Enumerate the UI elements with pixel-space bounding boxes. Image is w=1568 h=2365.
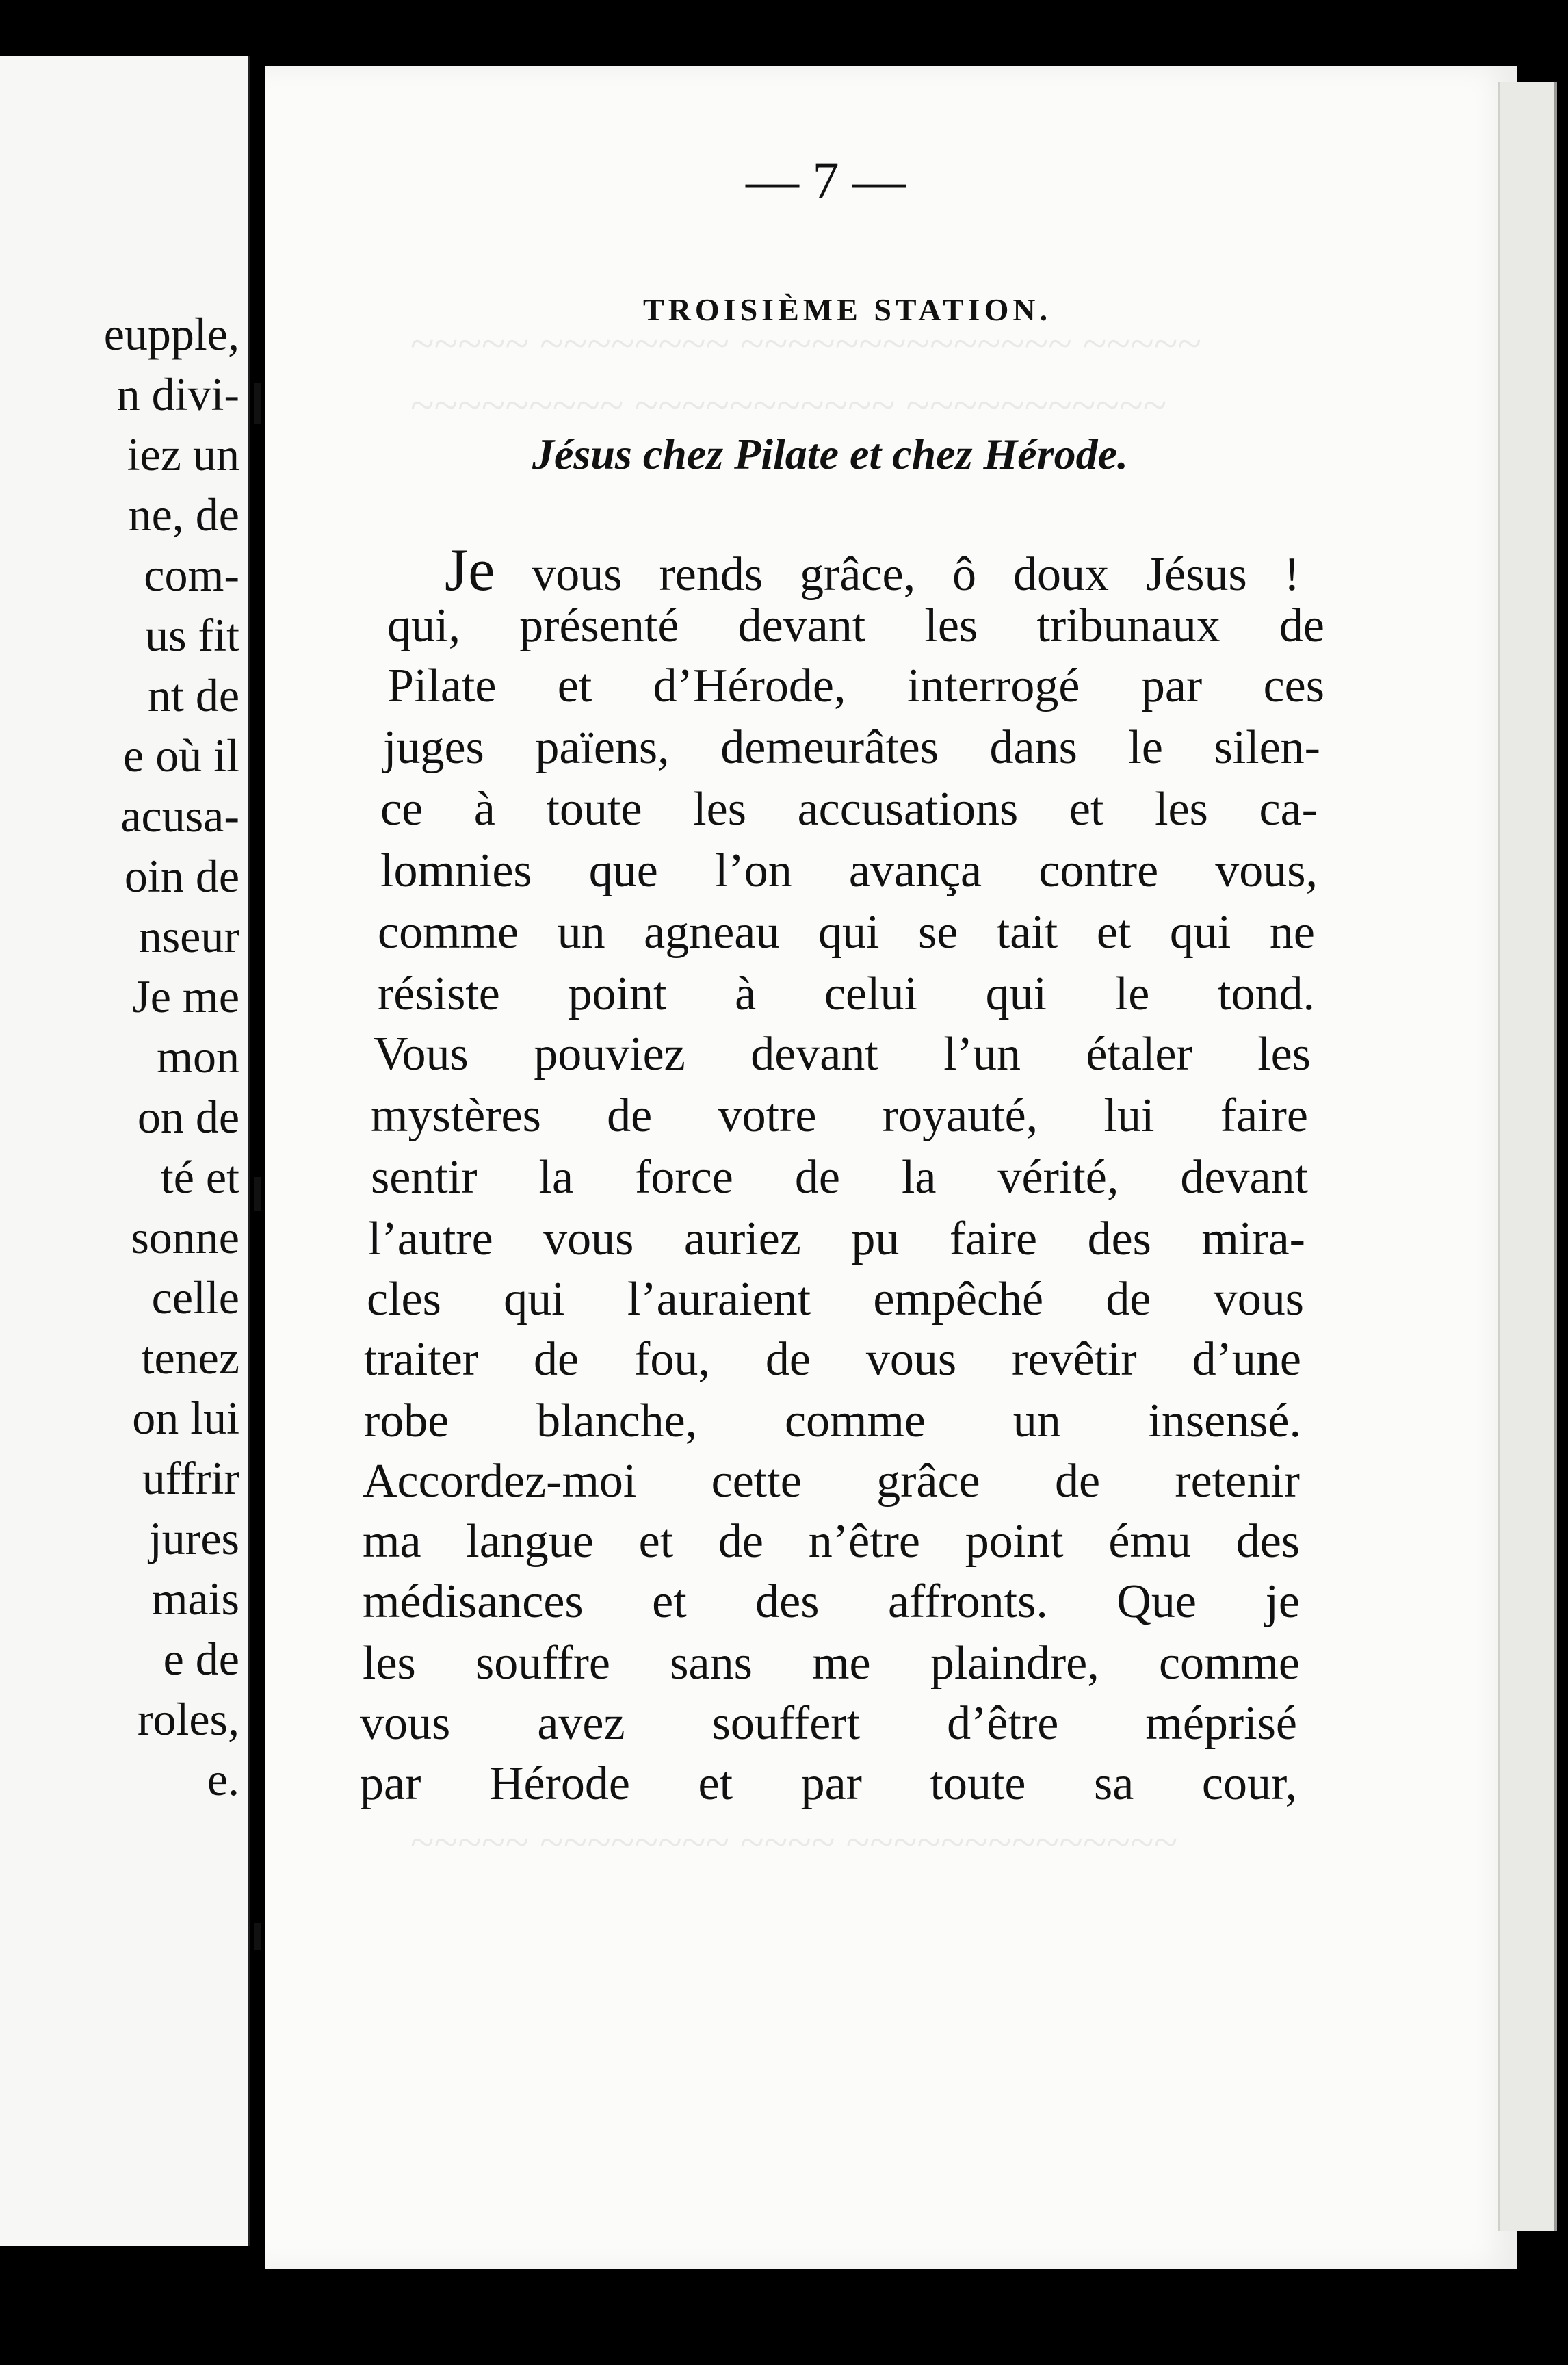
body-line: résiste point à celui qui le tond. (378, 968, 1315, 1020)
gutter-mark (254, 1923, 261, 1950)
gutter-mark (254, 1177, 261, 1211)
body-line: Je vous rends grâce, ô doux Jésus ! (445, 537, 1300, 604)
left-page-line: ne, de (128, 489, 239, 541)
left-page-line: roles, (137, 1693, 239, 1745)
left-page-line: nt de (147, 669, 239, 721)
left-page-line: tenez (141, 1332, 239, 1384)
body-line: lomnies que l’on avança contre vous, (380, 844, 1318, 897)
show-through-texture: ~~~~~ ~~~~~~~~ ~~~~~~~~~~~~~~ ~~~~~ (410, 319, 1201, 367)
show-through-texture: ~~~~~~~~~ ~~~~~~~~~~~ ~~~~~~~~~~~ (410, 380, 1167, 429)
body-line: qui, présenté devant les tribunaux de (387, 599, 1324, 652)
left-page-line: eupple, (103, 308, 239, 360)
station-title: TROISIÈME STATION. (643, 292, 1052, 327)
left-page-line: e de (163, 1633, 239, 1685)
left-page-line: com- (144, 549, 239, 601)
left-page-line: oin de (124, 850, 239, 902)
left-page-line: us fit (145, 609, 239, 661)
body-line: Accordez-moi cette grâce de retenir (363, 1455, 1300, 1508)
left-page-line: jures (148, 1512, 239, 1564)
page-edge (1498, 82, 1557, 2231)
left-page-line: nseur (138, 910, 239, 962)
body-line: comme un agneau qui se tait et qui ne (378, 906, 1315, 959)
body-line: l’autre vous auriez pu faire des mira- (368, 1213, 1305, 1265)
body-line: cles qui l’auraient empêché de vous (367, 1273, 1304, 1326)
body-line: ma langue et de n’être point ému des (363, 1515, 1300, 1568)
left-page-fragment (0, 56, 250, 2246)
page-number: — 7 — (746, 151, 906, 210)
body-line: par Hérode et par toute sa cour, (360, 1757, 1297, 1810)
left-page-line: uffrir (142, 1452, 239, 1504)
body-line: robe blanche, comme un insensé. (364, 1395, 1301, 1447)
left-page-line: celle (151, 1271, 239, 1323)
left-page-line: iez un (127, 428, 239, 480)
body-line: mystères de votre royauté, lui faire (371, 1089, 1308, 1142)
drop-cap: Je (445, 537, 495, 604)
body-line: traiter de fou, de vous revêtir d’une (364, 1333, 1301, 1386)
left-page-line: Je me (132, 970, 239, 1022)
body-line: vous avez souffert d’être méprisé (360, 1697, 1297, 1750)
body-line: Vous pouviez devant l’un étaler les (374, 1028, 1311, 1081)
left-page-line: mon (157, 1031, 239, 1083)
left-page-line: on de (137, 1091, 239, 1143)
left-page-line: acusa- (120, 790, 239, 842)
left-page-line: mais (151, 1573, 239, 1625)
body-line: ce à toute les accusations et les ca- (380, 783, 1318, 836)
show-through-texture: ~~~~~ ~~~~~~~~ ~~~~ ~~~~~~~~~~~~~~ (410, 1818, 1178, 1866)
section-subtitle: Jésus chez Pilate et chez Hérode. (532, 430, 1128, 478)
body-line: les souffre sans me plaindre, comme (363, 1637, 1300, 1690)
body-line: médisances et des affronts. Que je (363, 1575, 1300, 1628)
left-page-line: on lui (132, 1392, 239, 1444)
left-page-line: sonne (131, 1211, 239, 1263)
left-page-line: té et (160, 1151, 239, 1203)
left-page-line: e. (207, 1753, 239, 1805)
body-line: juges païens, demeurâtes dans le silen- (383, 721, 1320, 774)
left-page-line: n divi- (116, 368, 239, 420)
body-line: Pilate et d’Hérode, interrogé par ces (387, 660, 1324, 712)
body-line: sentir la force de la vérité, devant (371, 1151, 1308, 1204)
left-page-line: e où il (123, 729, 239, 781)
gutter-mark (254, 383, 261, 424)
